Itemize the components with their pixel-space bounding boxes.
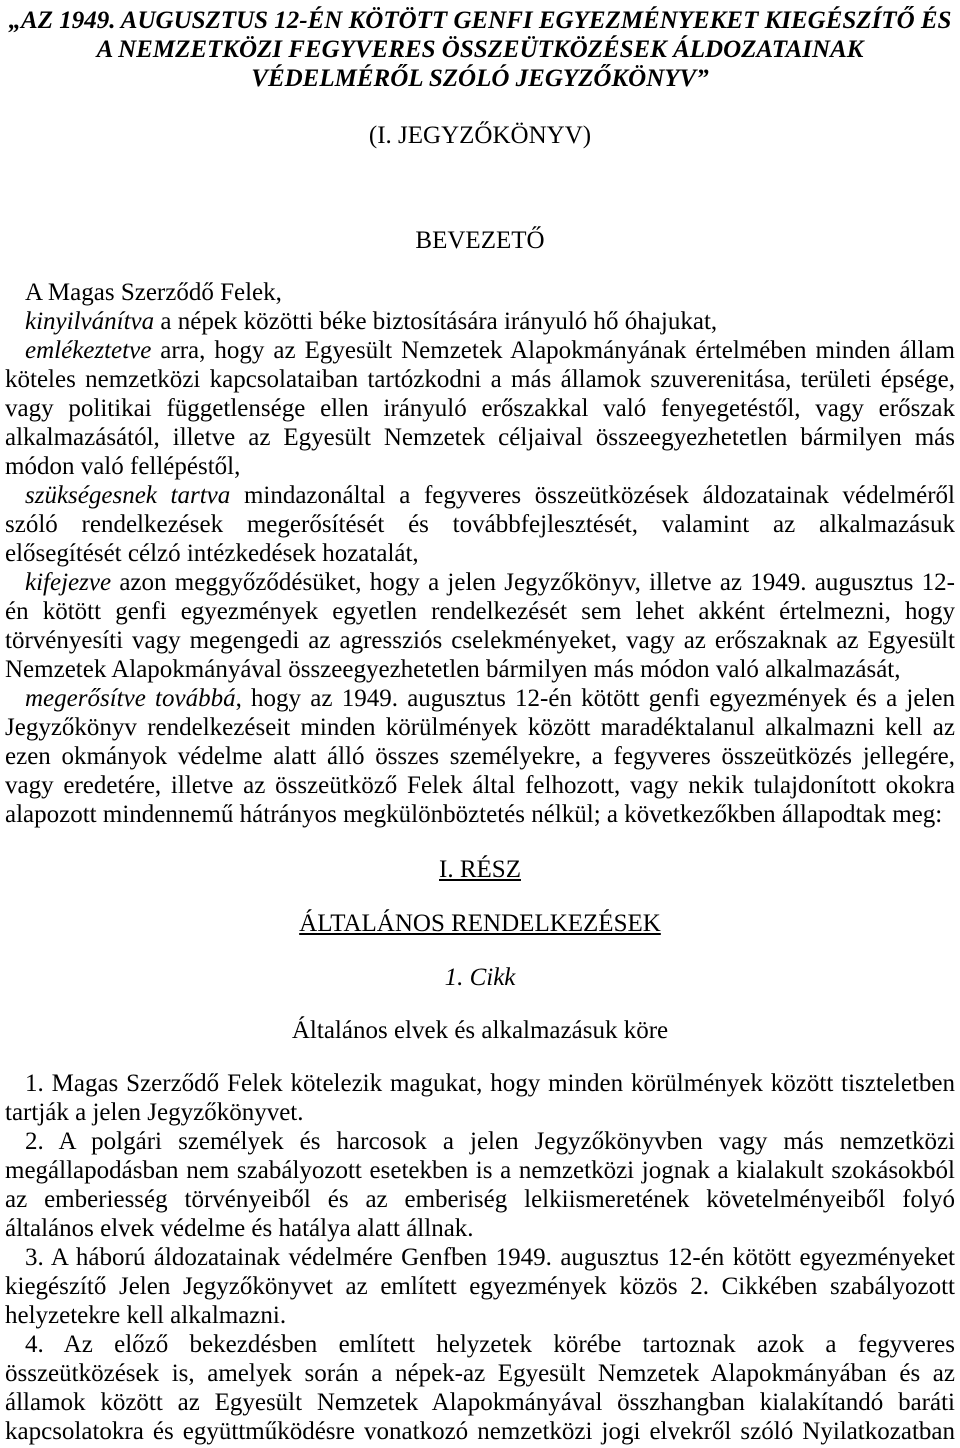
document-subtitle: (I. JEGYZŐKÖNYV) [368,122,592,149]
article-paragraph: 2. A polgári személyek és harcosok a jelen Jegyzőkönyvben vagy más nemzetközi megállapodásban nem szabályozott esetekben is a nemzetközi jognak a kialakult szokásokból az emberiesség törvényeiből és az emberiség lelkiismeretének követelményeiből folyó általános elvek védelme és hatálya alatt állnak. [5,1128,955,1242]
article-paragraph: 1. Magas Szerződő Felek kötelezik magukat, hogy minden körülmények között tiszteletben tartják a jelen Jegyzőkönyvet. [5,1070,955,1126]
clause-text: azon meggyőződésüket, hogy a jelen Jegyzőkönyv, illetve az 1949. augusztus 12-én kötött genfi egyezmények egyetlen rendelkezését sem lehet akként értelmezni, hogy törvényesíti vagy megengedi az agressziós cselekményeket, vagy az erőszaknak az Egyesült Nemzetek Alapokmányával összeegyezhetetlen bármilyen más módon való alkalmazását, [5,569,955,683]
preamble-clause [5,307,955,336]
preamble-clause [5,568,955,684]
clause-text: mindazonáltal a fegyveres összeütközések áldozatainak védelméről szóló rendelkezések megerősítését és továbbfejlesztését, valamint az alkalmazásuk elősegítését célzó intézkedések hozatalát, [5,482,955,567]
preamble-clause [5,336,955,481]
title-line: VÉDELMÉRŐL SZÓLÓ JEGYZŐKÖNYV” [251,65,709,92]
preamble-opening: A Magas Szerződő Felek, [25,279,282,306]
article-title: Általános elvek és alkalmazásuk köre [291,1017,669,1044]
preamble-body [5,278,955,829]
title-line: A NEMZETKÖZI FEGYVERES ÖSSZEÜTKÖZÉSEK ÁLDOZATAINAK [96,36,864,63]
article-body [5,1069,955,1446]
part-number: I. RÉSZ [439,856,521,883]
part-title-heading [5,909,955,938]
preamble-heading: BEVEZETŐ [415,227,545,254]
article-paragraph: 3. A háború áldozatainak védelmére Genfben 1949. augusztus 12-én kötött egyezményeket kiegészítő Jelen Jegyzőkönyvet az említett egyezmények közös 2. Cikkében szabályozott helyzetekre kell alkalmazni. [5,1244,955,1329]
title-line: „AZ 1949. AUGUSZTUS 12-ÉN KÖTÖTT GENFI EGYEZMÉNYEKET KIEGÉSZÍTŐ ÉS [8,7,952,34]
clause-text: arra, hogy az Egyesült Nemzetek Alapokmányának értelmében minden állam köteles nemzetközi kapcsolataiban tartózkodni a más államok szuverenitása, területi épsége, vagy politikai függetlensége ellen irányuló erőszakkal való fenyegetéstől, vagy erőszak alkalmazásától, illetve az Egyesült Nemzetek céljaival összeegyezhetetlen bármilyen más módon való fellépéstől, [5,337,955,480]
part-number-heading [5,855,955,884]
clause-lead: szükségesnek tartva [25,482,231,509]
document-title [5,6,955,93]
article-paragraph: 4. Az előző bekezdésben említett helyzetek körébe tartoznak azok a fegyveres összeütközések is, amelyek során a népek-az Egyesült Nemzetek Alapokmányában és az államok között az Egyesült Nemzetek Alapokmányával összhangban kialakítandó baráti kapcsolatokra és együttműködésre vonatkozó nemzetközi jogi elvekről szóló Nyilatkozatban [5,1331,955,1445]
clause-lead: emlékeztetve [25,337,152,364]
clause-text: a népek közötti béke biztosítására irányuló hő óhajukat, [154,308,718,335]
clause-lead: megerősítve továbbá [25,685,236,712]
clause-lead: kifejezve [25,569,112,596]
clause-text: , hogy az 1949. augusztus 12-én kötött genfi egyezmények és a jelen Jegyzőkönyv rendelkezéseit minden körülmények között maradéktalanul alkalmazni kell az ezen okmányok védelme alatt álló összes személyekre, a fegyveres összeütközés jellegére, vagy eredetére, illetve az összeütköző Felek által felhozott, vagy nekik tulajdonított okokra alapozott mindennemű hátrányos megkülönböztetés nélkül; a következőkben állapodtak meg: [5,685,955,828]
preamble-clause [5,684,955,829]
clause-lead: kinyilvánítva [25,308,155,335]
part-title: ÁLTALÁNOS RENDELKEZÉSEK [299,910,661,937]
preamble-clause [5,481,955,568]
article-number: 1. Cikk [444,964,516,991]
